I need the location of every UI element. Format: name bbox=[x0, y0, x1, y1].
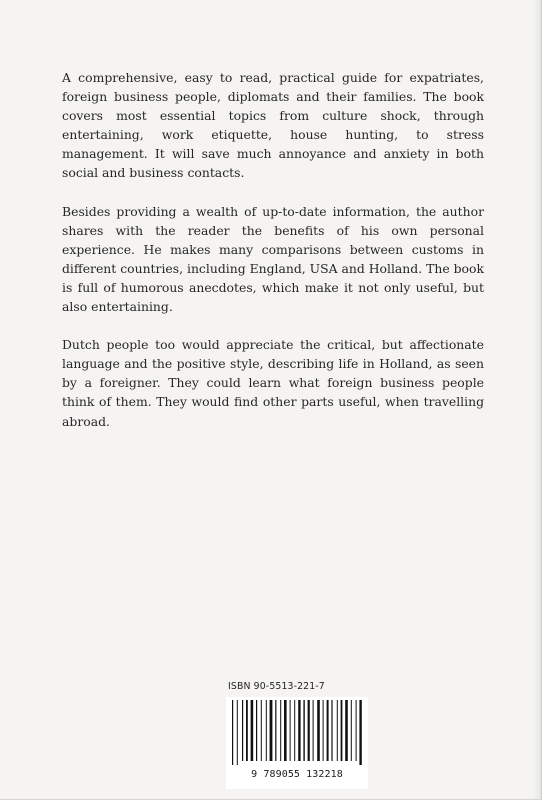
blurb-paragraph-3: Dutch people too would appreciate the critical, but affectionate language and the positive style, describing life in Holland, as seen by a foreigner. They could learn what foreign business people think of them. They would find other parts useful, when travelling abroad. bbox=[62, 337, 484, 429]
barcode-bar bbox=[327, 700, 329, 761]
barcode-bar bbox=[270, 700, 273, 761]
barcode-bar bbox=[284, 700, 287, 761]
barcode-bar bbox=[359, 700, 361, 765]
barcode-bar bbox=[294, 700, 295, 761]
barcode-bar bbox=[341, 700, 343, 761]
barcode-bar bbox=[275, 700, 276, 761]
barcode-bar bbox=[251, 700, 254, 761]
barcode-bar bbox=[237, 700, 238, 765]
barcode-graphic bbox=[232, 700, 362, 765]
barcode-area bbox=[226, 681, 368, 789]
barcode-number: 9 789055 132218 bbox=[251, 769, 343, 780]
barcode-bar bbox=[290, 700, 291, 761]
barcode-bar bbox=[317, 700, 320, 761]
barcode-bar bbox=[351, 700, 352, 761]
barcode-bar bbox=[242, 700, 243, 761]
barcode-bar bbox=[256, 700, 257, 761]
barcode-bar bbox=[280, 700, 281, 761]
barcode-bar bbox=[298, 700, 300, 761]
isbn-label: ISBN 90-5513-221-7 bbox=[228, 681, 325, 692]
barcode-bar bbox=[232, 700, 233, 765]
barcode-bar bbox=[356, 700, 357, 761]
barcode-bar bbox=[303, 700, 304, 761]
barcode-bar bbox=[266, 700, 267, 761]
barcode-bar bbox=[308, 700, 310, 761]
blurb-text-block bbox=[62, 68, 484, 431]
barcode-panel bbox=[226, 697, 368, 789]
barcode-bar bbox=[323, 700, 324, 761]
barcode-bar bbox=[261, 700, 262, 761]
barcode-bar bbox=[345, 700, 348, 761]
blurb-paragraph-1: A comprehensive, easy to read, practical guide for expatriates, foreign business people, diplomats and their families. The book covers most essential topics from culture shock, through entertaining, work etiquette, house hunting, to stress management. It will save much annoyance and anxiety in both social and business contacts. bbox=[62, 70, 484, 181]
barcode-bar bbox=[313, 700, 314, 761]
barcode-bar bbox=[337, 700, 338, 761]
barcode-bar bbox=[331, 700, 332, 761]
blurb-paragraph-2: Besides providing a wealth of up-to-date information, the author shares with the reader the benefits of his own personal experience. He makes many comparisons between customs in different countries, including England, USA and Holland. The book is full of humorous anecdotes, which make it not only useful, but also entertaining. bbox=[62, 203, 484, 315]
barcode-bar bbox=[246, 700, 248, 761]
